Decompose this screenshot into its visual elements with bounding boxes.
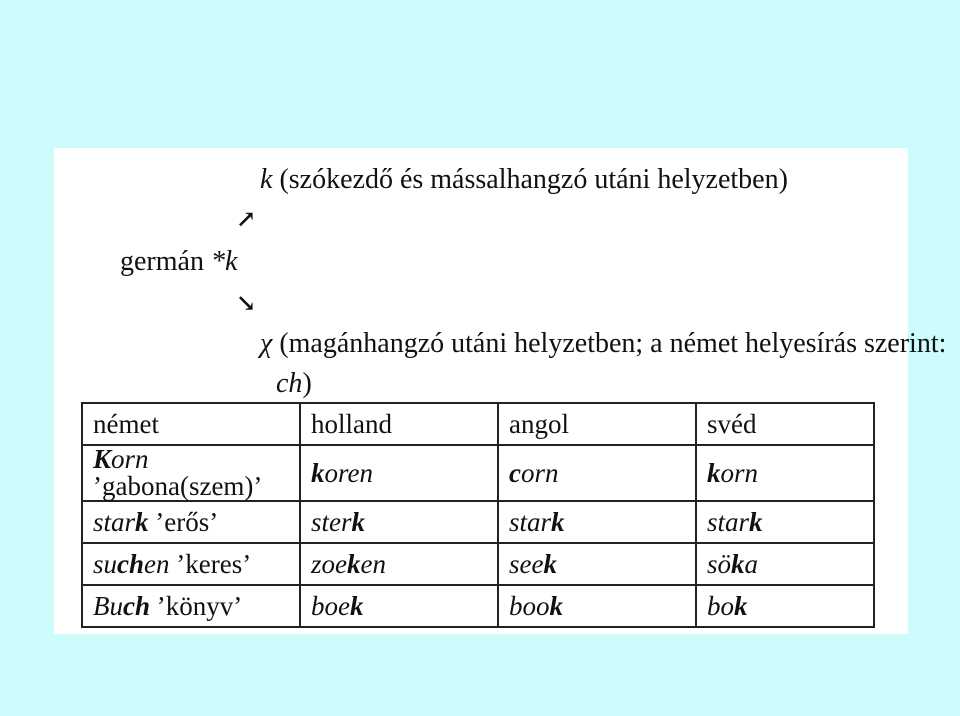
word-part: bo (707, 590, 734, 621)
source-form (120, 246, 237, 278)
word-part: Bu (93, 590, 123, 621)
word-part: a (744, 548, 759, 579)
word-part: boo (509, 590, 550, 621)
header-nemet: német (82, 403, 300, 445)
rule-k-line (260, 164, 788, 196)
rule-chi-description: (magánhangzó utáni helyzetben; a német helyesírás szerint: (272, 328, 947, 359)
word-highlight: k (551, 506, 565, 537)
table-cell (82, 445, 300, 501)
table-cell (82, 585, 300, 627)
word-part: sö (707, 548, 732, 579)
word-part: see (509, 548, 544, 579)
arrow-down-right-icon: ↘ (236, 291, 257, 317)
word-highlight: ch (117, 548, 145, 579)
word-part: zoe (311, 548, 347, 579)
word-part: star (509, 506, 552, 537)
word-highlight: k (311, 457, 325, 488)
word-highlight: k (749, 506, 763, 537)
source-label: germán (120, 246, 204, 277)
word-part: en (360, 548, 386, 579)
word-highlight: c (509, 457, 521, 488)
word-part: en (144, 548, 170, 579)
word-part: boe (311, 590, 350, 621)
word-highlight: k (734, 590, 748, 621)
header-angol: angol (498, 403, 696, 445)
table-cell (696, 445, 874, 501)
source-reconstructed-form: *k (203, 246, 238, 277)
word-highlight: k (135, 506, 149, 537)
table-row (82, 501, 874, 543)
word-highlight: k (351, 506, 365, 537)
rule-chi-ch: ch (276, 368, 303, 399)
cognate-table (81, 402, 875, 628)
word-highlight: k (543, 548, 557, 579)
table-cell (300, 501, 498, 543)
rule-chi-line-2 (276, 368, 312, 400)
word-highlight: K (93, 444, 112, 474)
word-gloss: ’könyv’ (150, 590, 243, 621)
slide-panel (54, 148, 947, 634)
table-cell (696, 501, 874, 543)
table-cell (498, 543, 696, 585)
table-cell (82, 543, 300, 585)
table-cell (498, 501, 696, 543)
word-part: oren (324, 457, 373, 488)
word-gloss: ’gabona(szem)’ (93, 471, 263, 501)
header-sved: svéd (696, 403, 874, 445)
rule-k-description: (szókezdő és mássalhangzó utáni helyzetben) (272, 164, 788, 195)
arrow-up-right-icon: ↗ (236, 207, 257, 233)
word-part: ster (311, 506, 352, 537)
word-highlight: k (347, 548, 361, 579)
table-row (82, 445, 874, 501)
word-highlight: k (549, 590, 563, 621)
word-gloss: ’erős’ (148, 506, 219, 537)
word-part: star (93, 506, 136, 537)
table-row (82, 543, 874, 585)
table-cell (498, 445, 696, 501)
word-highlight: k (349, 590, 364, 621)
table-header-row (82, 403, 874, 445)
rule-k-symbol: k (260, 164, 273, 195)
table-cell (300, 585, 498, 627)
word-part: orn (720, 457, 759, 488)
word-highlight: k (731, 548, 745, 579)
table-cell (82, 501, 300, 543)
word-highlight: k (707, 457, 721, 488)
rule-chi-line (260, 328, 946, 360)
table-cell (498, 585, 696, 627)
table-cell (300, 543, 498, 585)
word-gloss: ’keres’ (169, 548, 252, 579)
header-holland: holland (300, 403, 498, 445)
table-cell (696, 543, 874, 585)
word-part: orn (520, 457, 559, 488)
table-row (82, 585, 874, 627)
table-cell (300, 445, 498, 501)
rule-chi-symbol: χ (260, 328, 273, 359)
word-part: star (707, 506, 750, 537)
rule-chi-close: ) (302, 368, 312, 399)
word-part: orn (111, 444, 149, 474)
word-highlight: ch (123, 590, 150, 621)
word-part: su (93, 548, 118, 579)
table-cell (696, 585, 874, 627)
